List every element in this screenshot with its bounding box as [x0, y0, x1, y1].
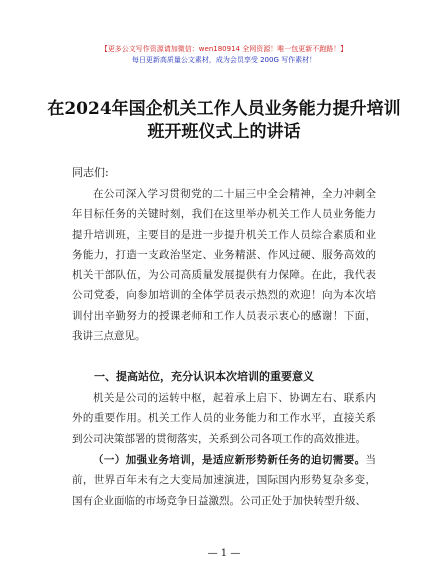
promo-banner-line2: 每日更新高质量公文素材，成为会员享受 200G 写作素材！ [131, 56, 317, 64]
promo-banner-line1: 【更多公文写作资源请加微信：wen180914 全网资源！唯一包更新不跑路！】 [100, 45, 348, 53]
paragraph-3-rest: 当前，世界百年未有之大变局加速演进，国际国内形势复杂多变，国有企业面临的市场竞争日益激烈。公司正处于加快转型升级、 [72, 454, 376, 507]
page-number: — 1 — [207, 548, 241, 559]
greeting: 同志们: [72, 166, 109, 179]
promo-banner [0, 44, 448, 66]
section-heading-1: 一、提高站位，充分认识本次培训的重要意义 [94, 370, 314, 383]
document-title: 在2024年国企机关工作人员业务能力提升培训班开班仪式上的讲话 [47, 99, 401, 142]
paragraph-2: 机关是公司的运转中枢，起着承上启下、协调左右、联系内外的重要作用。机关工作人员的业务能力和工作水平，直接关系到公司决策部署的贯彻落实，关系到公司各项工作的高效推进。 [72, 392, 376, 445]
paragraph-intro: 在公司深入学习贯彻党的二十届三中全会精神，全力冲刺全年目标任务的关键时刻，我们在这里举办机关工作人员业务能力提升培训班，主要目的是进一步提升机关工作人员综合素质和业务能力，打造一支政治坚定、业务精湛、作风过硬、服务高效的机关干部队伍，为公司高质量发展提供有力保障。在此，我代表公司党委，向参加培训的全体学员表示热烈的欢迎！向为本次培训付出辛勤努力的授课老师和工作人员表示衷心的感谢！下面，我讲三点意见。 [72, 188, 376, 343]
paragraph-3 [72, 450, 376, 511]
paragraph-3-lead: （一）加强业务培训，是适应新形势新任务的迫切需要。 [93, 454, 366, 466]
